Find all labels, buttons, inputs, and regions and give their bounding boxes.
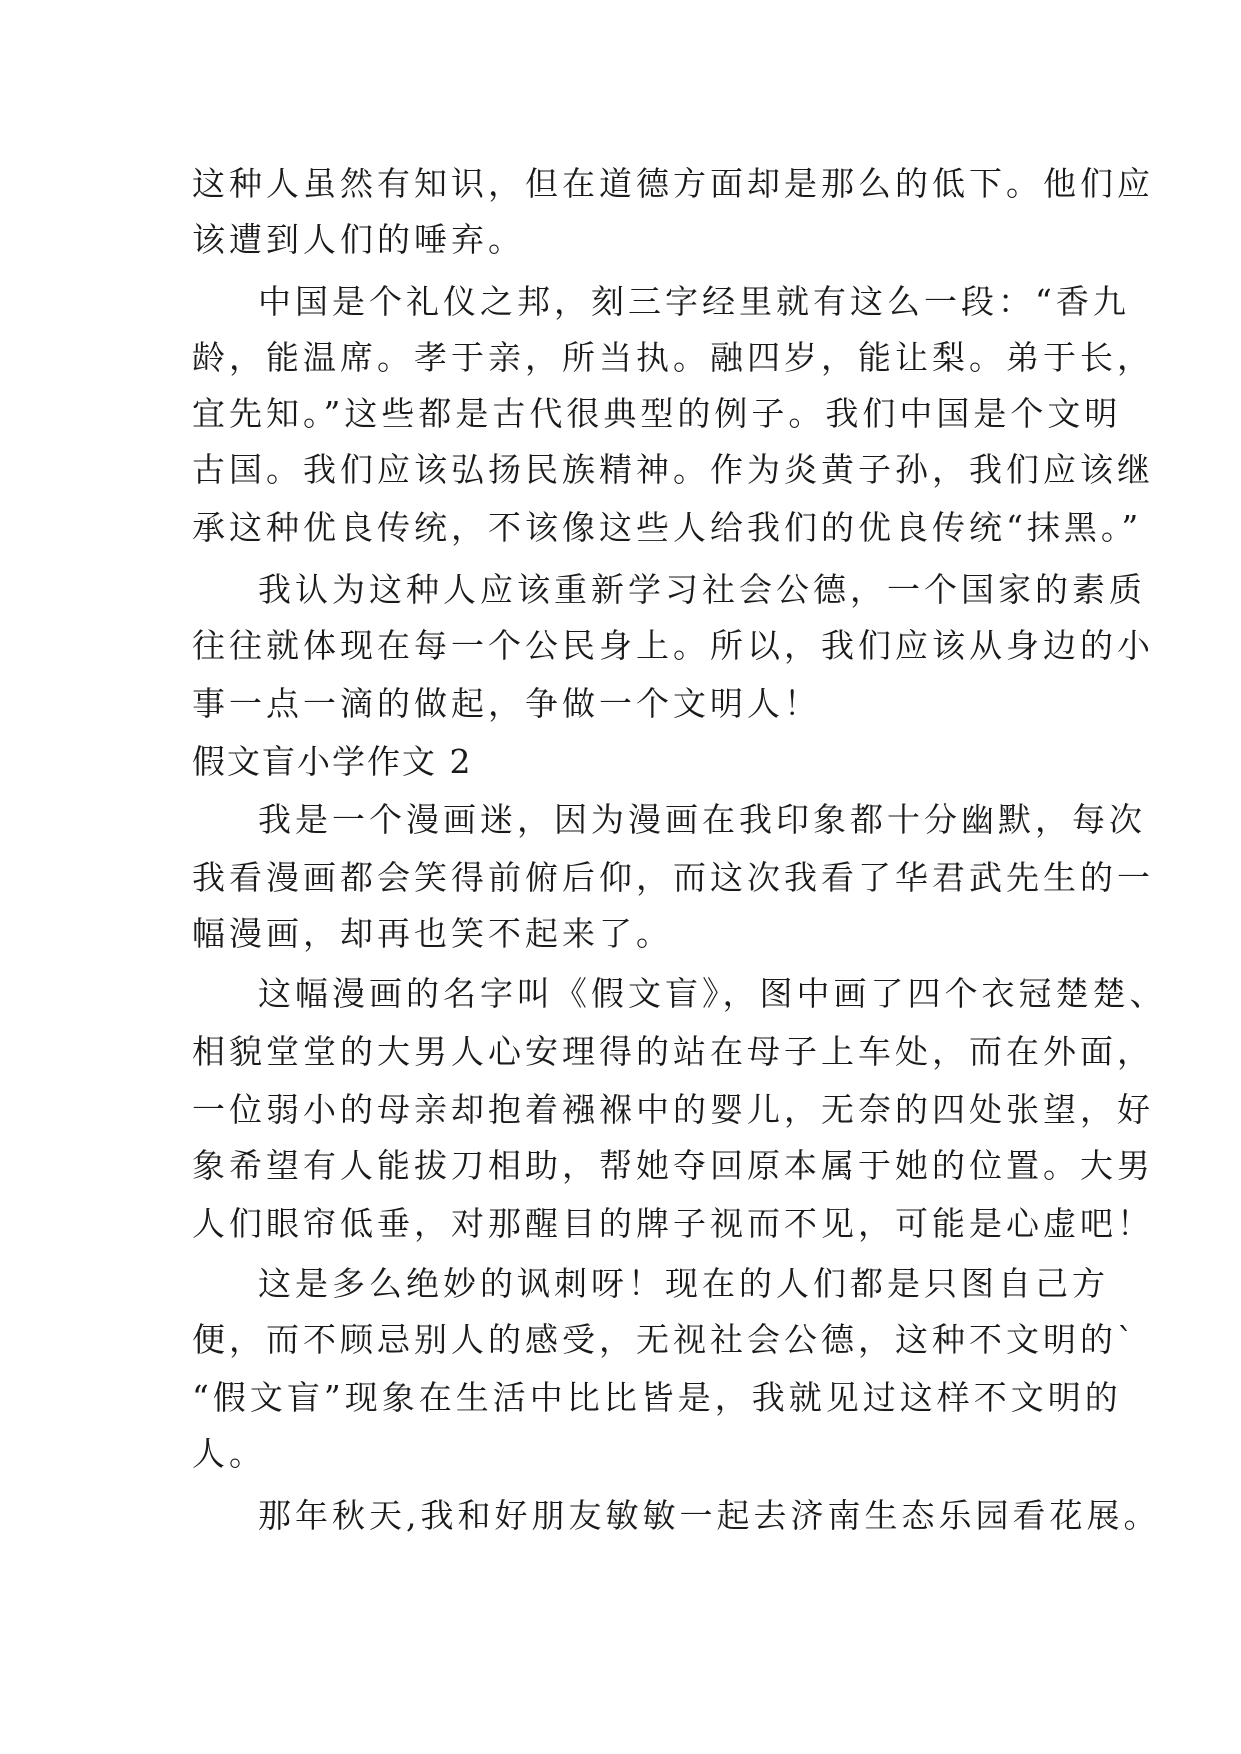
paragraph-first-line: 这幅漫画的名字叫《假文盲》，图中画了四个衣冠楚楚、 [258,974,1167,1013]
text-line: 人们眼帘低垂，对那醒目的牌子视而不见，可能是心虚吧！ [192,1204,1154,1243]
paragraph-first-line: 那年秋天,我和好朋友敏敏一起去济南生态乐园看花展。 [258,1496,1161,1535]
text-line: 人。 [192,1434,266,1473]
paragraph-first-line: 我认为这种人应该重新学习社会公德，一个国家的素质 [258,570,1146,609]
text-line: 古国。我们应该弘扬民族精神。作为炎黄子孙，我们应该继 [192,450,1154,489]
text-line: 我看漫画都会笑得前俯后仰，而这次我看了华君武先生的一 [192,858,1154,897]
text-line: 这种人虽然有知识，但在道德方面却是那么的低下。他们应 [192,164,1154,203]
paragraph-first-line: 这是多么绝妙的讽刺呀！现在的人们都是只图自己方 [258,1264,1109,1303]
text-line: 相貌堂堂的大男人心安理得的站在母子上车处，而在外面， [192,1032,1154,1071]
text-line: 该遭到人们的唾弃。 [192,220,525,259]
text-line: 龄，能温席。孝于亲，所当执。融四岁，能让梨。弟于长， [192,338,1154,377]
text-line: 承这种优良传统，不该像这些人给我们的优良传统“抹黑。” [192,508,1143,547]
text-line: 象希望有人能拔刀相助，帮她夺回原本属于她的位置。大男 [192,1146,1154,1185]
text-line: 事一点一滴的做起，争做一个文明人！ [192,684,821,723]
text-line: 便，而不顾忌别人的感受，无视社会公德，这种不文明的` [192,1320,1138,1359]
section-heading: 假文盲小学作文 2 [192,742,473,781]
paragraph-first-line: 中国是个礼仪之邦，刻三字经里就有这么一段：“香九 [258,282,1130,321]
text-line: “假文盲”现象在生活中比比皆是，我就见过这样不文明的 [192,1378,1122,1417]
text-line: 幅漫画，却再也笑不起来了。 [192,914,673,953]
text-line: 一位弱小的母亲却抱着襁褓中的婴儿，无奈的四处张望，好 [192,1090,1154,1129]
text-line: 宜先知。”这些都是古代很典型的例子。我们中国是个文明 [192,394,1122,433]
paragraph-first-line: 我是一个漫画迷，因为漫画在我印象都十分幽默，每次 [258,800,1146,839]
text-line: 往往就体现在每一个公民身上。所以，我们应该从身边的小 [192,626,1154,665]
